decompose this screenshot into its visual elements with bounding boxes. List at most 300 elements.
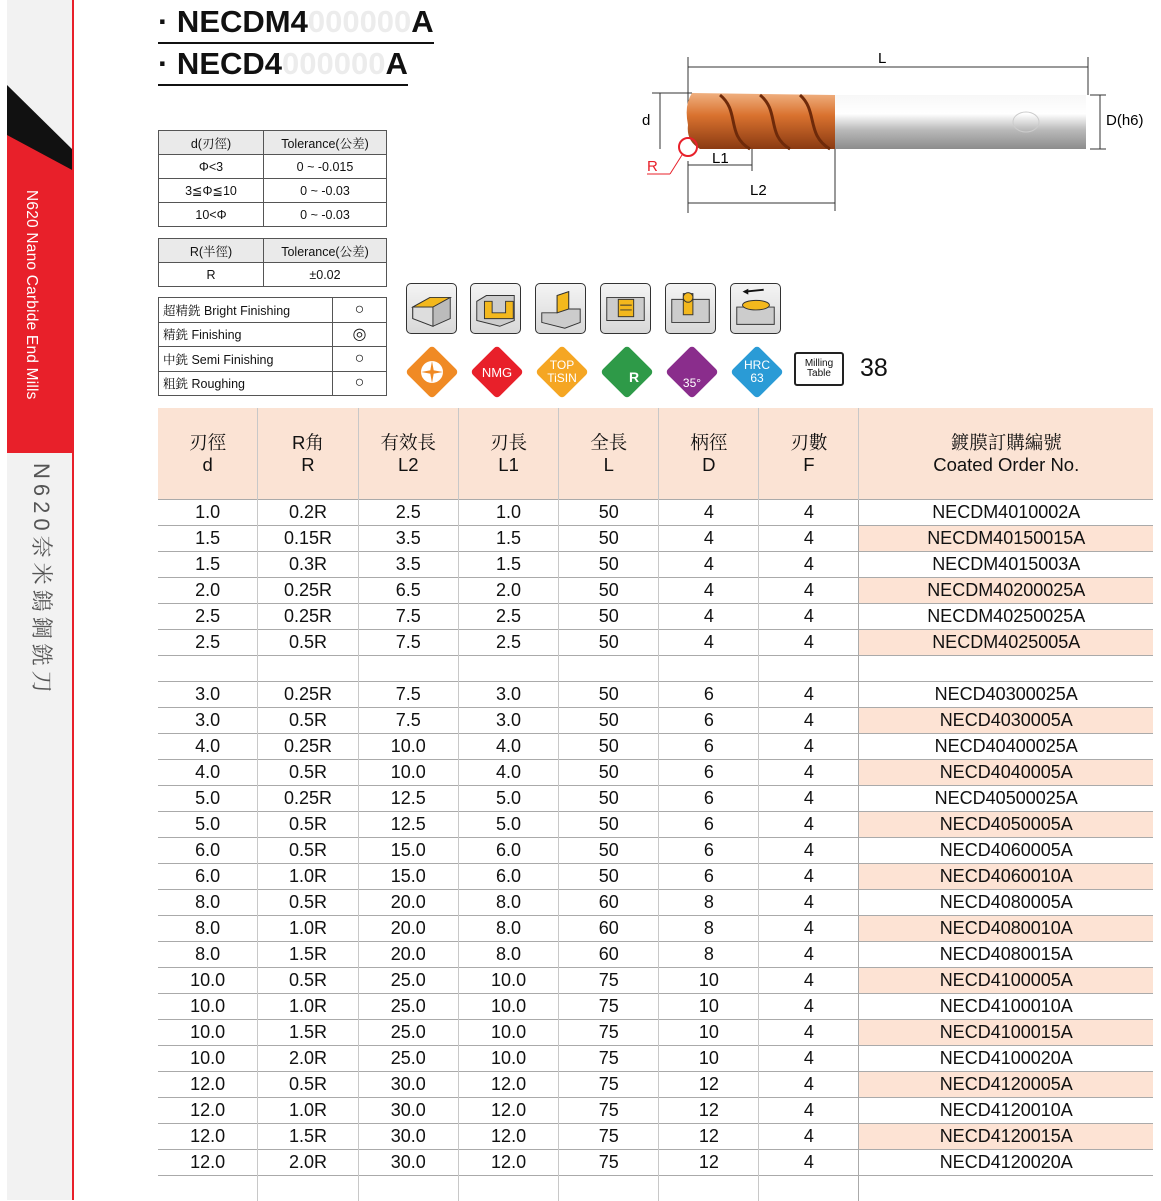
diameter-cell: 10.0 xyxy=(158,1046,258,1072)
finishing-label: 中銑 Semi Finishing xyxy=(159,347,333,372)
radius-cell: 0.5R xyxy=(258,968,358,994)
header-label-cn: R角 xyxy=(258,432,357,454)
radius-cell: 0.5R xyxy=(258,708,358,734)
overall-length-cell: 75 xyxy=(559,1072,659,1098)
order-number-cell: NECD4100005A xyxy=(859,968,1153,994)
title-placeholder-digits: 000000 xyxy=(308,4,411,39)
table-row xyxy=(158,786,1153,812)
diameter-cell: 8.0 xyxy=(158,916,258,942)
diameter-cell: 10.0 xyxy=(158,968,258,994)
side-band xyxy=(0,0,74,1200)
corner-radius-label: R xyxy=(601,346,653,398)
table-cell: R xyxy=(159,263,264,287)
radius-cell: 1.0R xyxy=(258,994,358,1020)
shank-diameter-cell: 6 xyxy=(659,812,759,838)
overall-length-cell: 50 xyxy=(559,812,659,838)
suitability-symbol: ○ xyxy=(333,347,387,372)
table-body xyxy=(158,500,1153,1201)
radius-cell: 0.5R xyxy=(258,838,358,864)
overall-length-cell: 75 xyxy=(559,994,659,1020)
flute-count-cell: 4 xyxy=(759,682,859,708)
shank-diameter-cell: 6 xyxy=(659,682,759,708)
order-number-cell: NECDM4010002A xyxy=(859,500,1153,526)
effective-length-cell: 12.5 xyxy=(358,786,458,812)
shank-diameter-cell: 12 xyxy=(659,1124,759,1150)
flute-count-cell: 4 xyxy=(759,1072,859,1098)
table-row xyxy=(158,916,1153,942)
effective-length-cell: 7.5 xyxy=(358,630,458,656)
radius-tolerance-table xyxy=(158,238,387,287)
flute-count-cell: 4 xyxy=(759,552,859,578)
shank-diameter-cell: 8 xyxy=(659,916,759,942)
title-prefix: · NECD4 xyxy=(158,46,282,81)
milling-table-page: 38 xyxy=(860,354,888,383)
overall-length-cell: 75 xyxy=(559,968,659,994)
table-row xyxy=(158,682,1153,708)
order-number-cell: NECD4100010A xyxy=(859,994,1153,1020)
flute-length-cell: 2.5 xyxy=(458,630,558,656)
diameter-cell: 2.5 xyxy=(158,630,258,656)
flute-length-cell: 2.5 xyxy=(458,604,558,630)
order-number-cell: NECD4050005A xyxy=(859,812,1153,838)
effective-length-cell: 3.5 xyxy=(358,526,458,552)
title-suffix: A xyxy=(411,4,433,39)
flute-length-cell: 10.0 xyxy=(458,1020,558,1046)
shank-diameter-cell: 10 xyxy=(659,1020,759,1046)
flute-length-cell: 1.5 xyxy=(458,552,558,578)
flute-count-cell: 4 xyxy=(759,526,859,552)
header-radius xyxy=(258,408,358,500)
header-order-number xyxy=(859,408,1153,500)
corner-radius-badge xyxy=(601,346,653,398)
order-number-cell: NECD4120010A xyxy=(859,1098,1153,1124)
flute-length-cell: 12.0 xyxy=(458,1150,558,1176)
flute-count-cell xyxy=(759,656,859,682)
overall-length-cell: 75 xyxy=(559,1124,659,1150)
table-row xyxy=(158,1098,1153,1124)
finishing-suitability-table xyxy=(158,297,387,396)
side-band-red-line xyxy=(72,0,74,1200)
flute-length-cell: 12.0 xyxy=(458,1072,558,1098)
flute-length-cell: 6.0 xyxy=(458,864,558,890)
diameter-cell xyxy=(158,1176,258,1201)
header-effective-length xyxy=(358,408,458,500)
table-row xyxy=(158,864,1153,890)
flute-count-cell: 4 xyxy=(759,890,859,916)
order-number-cell: NECD4120020A xyxy=(859,1150,1153,1176)
overall-length-cell: 50 xyxy=(559,734,659,760)
order-number-cell: NECD4080010A xyxy=(859,916,1153,942)
shoulder-milling-icon xyxy=(535,283,586,334)
coating-badge xyxy=(536,346,588,398)
flute-count-cell: 4 xyxy=(759,604,859,630)
table-row xyxy=(158,1150,1153,1176)
table-row xyxy=(159,347,387,372)
order-number-cell: NECD4040005A xyxy=(859,760,1153,786)
table-row xyxy=(158,1046,1153,1072)
table-row xyxy=(158,1124,1153,1150)
header-diameter xyxy=(158,408,258,500)
flute-count-cell: 4 xyxy=(759,968,859,994)
coating-line-2: TiSIN xyxy=(547,372,577,385)
header-flute-count xyxy=(759,408,859,500)
order-number-cell: NECD4030005A xyxy=(859,708,1153,734)
diameter-cell: 1.0 xyxy=(158,500,258,526)
flute-length-cell: 12.0 xyxy=(458,1124,558,1150)
shank-diameter-cell: 6 xyxy=(659,708,759,734)
four-flute-icon xyxy=(406,346,458,398)
overall-length-cell: 50 xyxy=(559,760,659,786)
radius-cell: 0.2R xyxy=(258,500,358,526)
nmg-badge-label: NMG xyxy=(471,346,523,398)
table-row xyxy=(158,552,1153,578)
radius-cell: 1.0R xyxy=(258,916,358,942)
diameter-cell: 8.0 xyxy=(158,942,258,968)
effective-length-cell: 7.5 xyxy=(358,604,458,630)
slot-milling-icon xyxy=(470,283,521,334)
diameter-cell: 12.0 xyxy=(158,1072,258,1098)
header-label-cn: 刃數 xyxy=(759,432,858,454)
diameter-cell: 3.0 xyxy=(158,682,258,708)
flute-length-cell: 10.0 xyxy=(458,968,558,994)
flute-length-cell xyxy=(458,656,558,682)
milling-table-line-1: Milling xyxy=(796,359,842,369)
overall-length-cell: 60 xyxy=(559,916,659,942)
overall-length-cell: 75 xyxy=(559,1046,659,1072)
radius-marker xyxy=(679,138,697,156)
spacer-row xyxy=(158,1176,1153,1201)
effective-length-cell: 30.0 xyxy=(358,1098,458,1124)
diameter-cell: 10.0 xyxy=(158,994,258,1020)
table-row xyxy=(159,155,387,179)
plunge-milling-icon xyxy=(665,283,716,334)
table-row xyxy=(159,263,387,287)
shank-diameter-cell: 6 xyxy=(659,864,759,890)
table-row xyxy=(159,179,387,203)
overall-length-cell xyxy=(559,656,659,682)
table-row xyxy=(158,526,1153,552)
table-cell: 10<Φ xyxy=(159,203,264,227)
diameter-cell: 3.0 xyxy=(158,708,258,734)
header-overall-length xyxy=(559,408,659,500)
header-label-en: Coated Order No. xyxy=(859,454,1153,476)
order-number-cell: NECD4080005A xyxy=(859,890,1153,916)
order-number-cell: NECD4060005A xyxy=(859,838,1153,864)
effective-length-cell: 20.0 xyxy=(358,942,458,968)
shank-diameter-cell: 4 xyxy=(659,552,759,578)
flute-count-cell: 4 xyxy=(759,500,859,526)
flute-length-cell: 3.0 xyxy=(458,708,558,734)
diameter-cell: 4.0 xyxy=(158,760,258,786)
header-label-cn: 全長 xyxy=(559,432,658,454)
header-cell: Tolerance(公差) xyxy=(264,131,387,155)
flute-count-cell: 4 xyxy=(759,734,859,760)
diameter-cell: 6.0 xyxy=(158,838,258,864)
table-row xyxy=(158,812,1153,838)
effective-length-cell: 7.5 xyxy=(358,682,458,708)
order-number-cell: NECDM4025005A xyxy=(859,630,1153,656)
flute-count-cell: 4 xyxy=(759,1098,859,1124)
flute-count-cell: 4 xyxy=(759,812,859,838)
finishing-label: 粗銑 Roughing xyxy=(159,371,333,396)
flute-count-cell: 4 xyxy=(759,578,859,604)
flute-length-cell: 8.0 xyxy=(458,890,558,916)
header-shank-diameter xyxy=(659,408,759,500)
table-row xyxy=(158,1020,1153,1046)
diameter-cell: 12.0 xyxy=(158,1098,258,1124)
effective-length-cell: 30.0 xyxy=(358,1072,458,1098)
effective-length-cell: 30.0 xyxy=(358,1150,458,1176)
shank-diameter-cell: 8 xyxy=(659,890,759,916)
flute-length-cell: 3.0 xyxy=(458,682,558,708)
shank-diameter-cell: 12 xyxy=(659,1098,759,1124)
order-number-cell: NECD4100020A xyxy=(859,1046,1153,1072)
header-label-en: R xyxy=(258,454,357,476)
header-label-en: L2 xyxy=(359,454,458,476)
flute-length-cell: 10.0 xyxy=(458,994,558,1020)
effective-length-cell: 25.0 xyxy=(358,968,458,994)
order-number-cell: NECD4120005A xyxy=(859,1072,1153,1098)
radius-cell: 2.0R xyxy=(258,1150,358,1176)
overall-length-cell: 50 xyxy=(559,786,659,812)
table-row xyxy=(158,604,1153,630)
diameter-cell: 10.0 xyxy=(158,1020,258,1046)
table-row xyxy=(158,708,1153,734)
order-number-cell xyxy=(859,1176,1153,1201)
table-cell: Φ<3 xyxy=(159,155,264,179)
diameter-cell: 4.0 xyxy=(158,734,258,760)
shank-diameter-cell: 6 xyxy=(659,760,759,786)
effective-length-cell: 10.0 xyxy=(358,760,458,786)
table-cell: 3≦Φ≦10 xyxy=(159,179,264,203)
radius-cell: 0.5R xyxy=(258,890,358,916)
diameter-cell: 1.5 xyxy=(158,526,258,552)
effective-length-cell: 12.5 xyxy=(358,812,458,838)
flute-length-cell: 2.0 xyxy=(458,578,558,604)
shank-diameter-cell: 10 xyxy=(659,968,759,994)
header-label-en: D xyxy=(659,454,758,476)
effective-length-cell: 2.5 xyxy=(358,500,458,526)
overall-length-cell: 50 xyxy=(559,500,659,526)
radius-cell: 1.5R xyxy=(258,942,358,968)
flute-count-cell: 4 xyxy=(759,942,859,968)
shank-diameter-cell: 6 xyxy=(659,734,759,760)
shank-diameter-cell xyxy=(659,1176,759,1201)
overall-length-cell: 75 xyxy=(559,1098,659,1124)
flute-count-cell: 4 xyxy=(759,1124,859,1150)
overall-length-cell: 50 xyxy=(559,838,659,864)
pocket-milling-icon xyxy=(600,283,651,334)
shank-diameter-cell: 4 xyxy=(659,578,759,604)
series-title-necd xyxy=(158,46,408,86)
overall-length-cell: 50 xyxy=(559,578,659,604)
order-number-cell: NECDM40150015A xyxy=(859,526,1153,552)
flute-length-cell: 5.0 xyxy=(458,812,558,838)
shank-body xyxy=(835,95,1086,149)
shank-diameter-cell: 4 xyxy=(659,604,759,630)
header-cell: R(半徑) xyxy=(159,239,264,263)
table-row xyxy=(158,734,1153,760)
order-number-cell: NECDM4015003A xyxy=(859,552,1153,578)
order-number-cell: NECD4100015A xyxy=(859,1020,1153,1046)
table-row xyxy=(158,630,1153,656)
flute-length-cell: 1.5 xyxy=(458,526,558,552)
title-prefix: · NECDM4 xyxy=(158,4,308,39)
side-title-chinese: N620奈米鎢鋼銑刀 xyxy=(27,463,58,698)
radius-label: R xyxy=(647,158,658,175)
header-label-cn: 柄徑 xyxy=(659,432,758,454)
nmg-badge xyxy=(471,346,523,398)
overall-length-cell: 50 xyxy=(559,552,659,578)
flute-length-cell: 5.0 xyxy=(458,786,558,812)
title-placeholder-digits: 000000 xyxy=(282,46,385,81)
header-label-cn: 刃徑 xyxy=(158,432,257,454)
table-row xyxy=(158,890,1153,916)
order-number-cell: NECD40400025A xyxy=(859,734,1153,760)
flute-length-cell: 8.0 xyxy=(458,942,558,968)
flute-count-cell: 4 xyxy=(759,1046,859,1072)
flute-count-cell: 4 xyxy=(759,1020,859,1046)
effective-length-cell: 10.0 xyxy=(358,734,458,760)
table-cell: 0 ~ -0.015 xyxy=(264,155,387,179)
milling-table-line-2: Table xyxy=(796,369,842,379)
header-label-en: d xyxy=(158,454,257,476)
table-header-row xyxy=(158,408,1153,500)
table-header-row xyxy=(159,131,387,155)
order-number-cell: NECD4060010A xyxy=(859,864,1153,890)
header-label-en: L xyxy=(559,454,658,476)
effective-length-cell xyxy=(358,656,458,682)
shank-diameter-cell: 10 xyxy=(659,994,759,1020)
effective-length-cell: 15.0 xyxy=(358,838,458,864)
overall-length-cell: 50 xyxy=(559,526,659,552)
overall-length-cell: 50 xyxy=(559,682,659,708)
flute-cross-section-icon xyxy=(417,357,447,387)
dimension-L1-label: L1 xyxy=(712,150,729,167)
hrc-label: HRC xyxy=(744,359,770,372)
face-milling-icon xyxy=(406,283,457,334)
overall-length-cell: 60 xyxy=(559,942,659,968)
diameter-cell: 12.0 xyxy=(158,1124,258,1150)
series-title-necdm xyxy=(158,4,434,44)
shank-diameter-cell: 4 xyxy=(659,630,759,656)
flute-length-cell: 10.0 xyxy=(458,1046,558,1072)
header-label-en: F xyxy=(759,454,858,476)
effective-length-cell: 7.5 xyxy=(358,708,458,734)
effective-length-cell: 25.0 xyxy=(358,1046,458,1072)
flute-count-cell: 4 xyxy=(759,916,859,942)
overall-length-cell xyxy=(559,1176,659,1201)
radius-cell: 0.25R xyxy=(258,786,358,812)
header-label-cn: 刃長 xyxy=(459,432,558,454)
effective-length-cell: 30.0 xyxy=(358,1124,458,1150)
spacer-row xyxy=(158,656,1153,682)
order-number-cell: NECD4120015A xyxy=(859,1124,1153,1150)
radius-cell: 0.5R xyxy=(258,812,358,838)
side-title-english: N620 Nano Carbide End Mills xyxy=(22,190,40,400)
dimension-L-label: L xyxy=(878,50,886,67)
radius-cell: 0.25R xyxy=(258,604,358,630)
diameter-cell: 12.0 xyxy=(158,1150,258,1176)
diameter-cell: 5.0 xyxy=(158,786,258,812)
table-row xyxy=(159,298,387,323)
diameter-cell: 8.0 xyxy=(158,890,258,916)
radius-cell: 0.5R xyxy=(258,630,358,656)
table-row xyxy=(158,994,1153,1020)
header-label-cn: 有效長 xyxy=(359,432,458,454)
table-row xyxy=(158,760,1153,786)
finishing-label: 超精銑 Bright Finishing xyxy=(159,298,333,323)
overall-length-cell: 50 xyxy=(559,630,659,656)
effective-length-cell: 25.0 xyxy=(358,994,458,1020)
flute-count-cell: 4 xyxy=(759,708,859,734)
header-flute-length xyxy=(458,408,558,500)
suitability-symbol: ○ xyxy=(333,298,387,323)
coating-line-1: TOP xyxy=(550,359,574,372)
header-label-cn: 鍍膜訂購編號 xyxy=(859,432,1153,454)
order-number-cell: NECD40300025A xyxy=(859,682,1153,708)
overall-length-cell: 75 xyxy=(559,1150,659,1176)
title-suffix: A xyxy=(385,46,407,81)
overall-length-cell: 50 xyxy=(559,604,659,630)
dimension-D-label: D(h6) xyxy=(1106,112,1144,129)
shank-diameter-cell: 8 xyxy=(659,942,759,968)
order-number-cell: NECD40500025A xyxy=(859,786,1153,812)
header-cell: Tolerance(公差) xyxy=(264,239,387,263)
diameter-tolerance-table xyxy=(158,130,387,227)
flute-count-cell: 4 xyxy=(759,864,859,890)
overall-length-cell: 50 xyxy=(559,864,659,890)
flute-length-cell: 4.0 xyxy=(458,734,558,760)
effective-length-cell: 20.0 xyxy=(358,890,458,916)
table-row xyxy=(158,1072,1153,1098)
radius-cell: 1.0R xyxy=(258,1098,358,1124)
radius-cell: 0.25R xyxy=(258,734,358,760)
table-row xyxy=(158,500,1153,526)
effective-length-cell xyxy=(358,1176,458,1201)
flute-length-cell: 6.0 xyxy=(458,838,558,864)
diameter-cell: 2.5 xyxy=(158,604,258,630)
effective-length-cell: 3.5 xyxy=(358,552,458,578)
table-header-row xyxy=(159,239,387,263)
effective-length-cell: 20.0 xyxy=(358,916,458,942)
diameter-cell: 2.0 xyxy=(158,578,258,604)
effective-length-cell: 25.0 xyxy=(358,1020,458,1046)
shank-diameter-cell: 4 xyxy=(659,500,759,526)
radius-cell: 0.25R xyxy=(258,578,358,604)
flute-length-cell xyxy=(458,1176,558,1201)
table-row xyxy=(159,322,387,347)
flute-count-cell: 4 xyxy=(759,1150,859,1176)
ramping-milling-icon xyxy=(730,283,781,334)
radius-cell: 0.25R xyxy=(258,682,358,708)
table-row xyxy=(158,578,1153,604)
flute-count-cell xyxy=(759,1176,859,1201)
table-row xyxy=(159,203,387,227)
suitability-symbol: ○ xyxy=(333,371,387,396)
order-number-cell: NECDM40250025A xyxy=(859,604,1153,630)
flute-length-cell: 8.0 xyxy=(458,916,558,942)
diameter-cell: 5.0 xyxy=(158,812,258,838)
header-cell: d(刃徑) xyxy=(159,131,264,155)
radius-cell: 1.0R xyxy=(258,864,358,890)
dimension-L2-label: L2 xyxy=(750,182,767,199)
flute-count-cell: 4 xyxy=(759,630,859,656)
radius-cell: 0.15R xyxy=(258,526,358,552)
table-row xyxy=(159,371,387,396)
radius-cell: 2.0R xyxy=(258,1046,358,1072)
shank-diameter-cell: 4 xyxy=(659,526,759,552)
